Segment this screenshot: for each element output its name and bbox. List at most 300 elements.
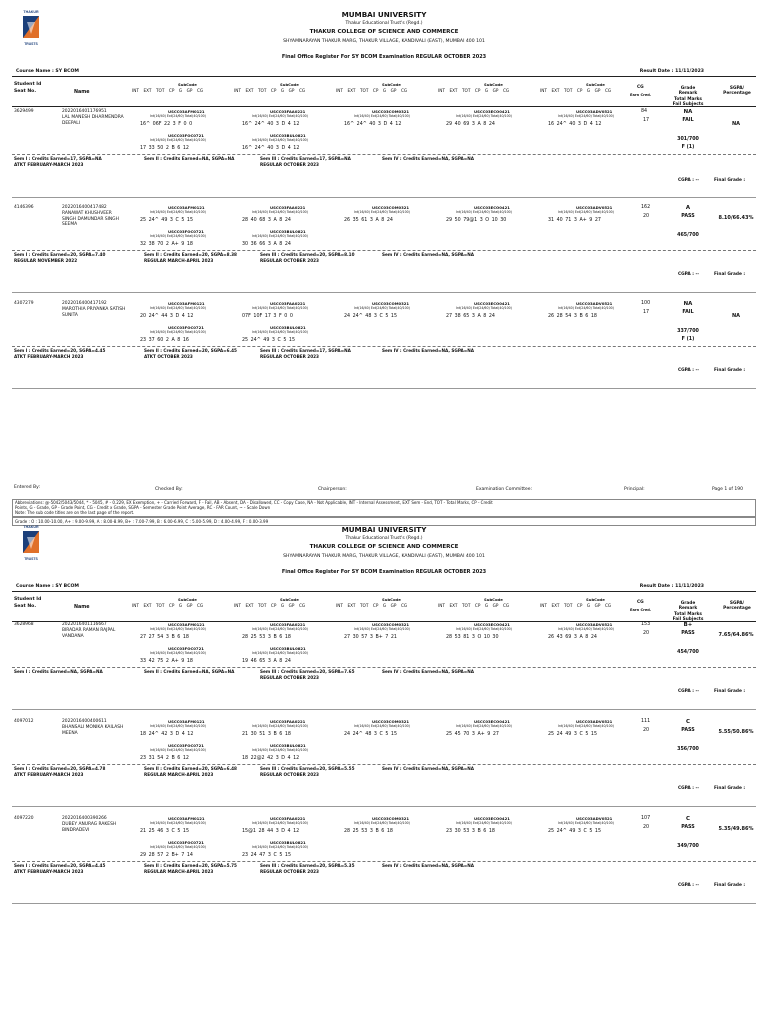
header-rule-top bbox=[12, 76, 756, 77]
remark: FAIL bbox=[682, 310, 694, 315]
total-marks: 356/700 bbox=[677, 747, 699, 752]
fail-subjects-header: Fail Subjects bbox=[672, 102, 704, 108]
checked-by: Checked By: bbox=[155, 487, 183, 492]
subject-marks: 23 24 47 3 C 5 15 bbox=[242, 853, 292, 858]
mark-split: Int(16/40) Ext(24/60) Total(40/100) bbox=[558, 821, 614, 825]
mark-split: Int(16/40) Ext(24/60) Total(40/100) bbox=[150, 748, 206, 752]
cgpa: CGPA : -- bbox=[678, 689, 700, 694]
record-separator bbox=[12, 388, 756, 389]
total-marks-header: Total Marks bbox=[674, 96, 702, 102]
sgpa-percentage: 5.35/49.86% bbox=[718, 826, 754, 832]
subject-code: USCC03FOC0721 bbox=[168, 325, 204, 330]
course-name: Course Name : SY BCOM bbox=[16, 584, 79, 589]
register-title: Final Office Register For SY BCOM Examination REGULAR OCTOBER 2023 bbox=[281, 569, 487, 575]
seat-number: 3629499 bbox=[14, 109, 34, 114]
svg-text:TRUSTS: TRUSTS bbox=[24, 557, 38, 561]
grade: C bbox=[686, 719, 690, 725]
register-page-1 bbox=[12, 5, 756, 524]
divider bbox=[12, 861, 756, 862]
subject-code: USCC03ECO0421 bbox=[474, 301, 510, 306]
mark-split: Int(16/40) Ext(24/60) Total(40/100) bbox=[456, 114, 512, 118]
subject-marks: 24 24^ 48 3 C 5 15 bbox=[344, 732, 398, 737]
semester-summary: Sem III : Credits Earned=17, SGPA=NA bbox=[260, 156, 351, 161]
sgpa-percentage: NA bbox=[731, 121, 741, 127]
semester-summary: Sem IV : Credits Earned=NA, SGPA=NA bbox=[382, 863, 475, 868]
subject-marks: 16^ 24^ 40 3 D 4 12 bbox=[344, 122, 402, 127]
semester-summary: Sem I : Credits Earned=20, SGPA=4.78 bbox=[14, 766, 106, 771]
subcode-header: SubCode bbox=[484, 597, 503, 602]
earned-credits: 17 bbox=[643, 310, 650, 315]
marks-group-header: INT EXT TOT CP G GP CG bbox=[336, 603, 408, 608]
seat-number: 4307279 bbox=[14, 301, 34, 306]
total-marks: 454/700 bbox=[677, 650, 699, 655]
subject-marks: 16^ 24^ 40 3 D 4 12 bbox=[242, 146, 300, 151]
semester-summary: Sem IV : Credits Earned=NA, SGPA=NA bbox=[382, 669, 475, 674]
subject-marks: 31 40 71 3 A+ 9 27 bbox=[548, 218, 601, 223]
college-address: SHYAMNARAYAN THAKUR MARG, THAKUR VILLAGE, KANDIVALI (EAST), MUMBAI 400 101 bbox=[283, 554, 485, 559]
semester-session: REGULAR MARCH-APRIL 2023 bbox=[144, 257, 214, 263]
total-marks: 465/700 bbox=[677, 233, 699, 238]
mark-split: Int(16/40) Ext(24/60) Total(40/100) bbox=[150, 210, 206, 214]
subject-code: USCC03COM0321 bbox=[372, 622, 410, 627]
mark-split: Int(16/40) Ext(24/60) Total(40/100) bbox=[354, 724, 410, 728]
note: Note: The sub code titles are on the last page of the report. bbox=[15, 509, 135, 515]
subject-marks: 29 40 69 3 A 8 24 bbox=[446, 122, 495, 127]
cgpa: CGPA : -- bbox=[678, 883, 700, 888]
subject-code: USCC03FAA0221 bbox=[270, 816, 306, 821]
subject-code: USCC03BUL0821 bbox=[270, 133, 306, 138]
subject-code: USCC03AFM0121 bbox=[168, 622, 205, 627]
final-grade: Final Grade : bbox=[714, 368, 746, 373]
mark-split: Int(16/40) Ext(24/60) Total(40/100) bbox=[558, 724, 614, 728]
subject-marks: 29 28 57 2 B+ 7 14 bbox=[140, 853, 193, 858]
student-record bbox=[12, 301, 756, 391]
register-page-2 bbox=[12, 520, 756, 1024]
semester-session: ATKT OCTOBER 2023 bbox=[144, 353, 193, 359]
semester-summary: Sem IV : Credits Earned=NA, SGPA=NA bbox=[382, 348, 475, 353]
cg-header: CG bbox=[637, 85, 644, 90]
entered-by: Entered By: bbox=[14, 485, 40, 490]
earned-credits: 20 bbox=[643, 825, 650, 830]
subject-marks: 18 24^ 42 3 D 4 12 bbox=[140, 732, 194, 737]
mark-split: Int(16/40) Ext(24/60) Total(40/100) bbox=[558, 114, 614, 118]
subject-code: USCC03BUL0821 bbox=[270, 325, 306, 330]
subject-code: USCC03ADV0521 bbox=[576, 109, 613, 114]
subject-marks: 30 36 66 3 A 8 24 bbox=[242, 242, 291, 247]
course-name: Course Name : SY BCOM bbox=[16, 69, 79, 74]
seat-no-header: Seat No. bbox=[14, 89, 37, 94]
subject-marks: 28 25 53 3 B 6 18 bbox=[344, 829, 393, 834]
mark-split: Int(16/40) Ext(24/60) Total(40/100) bbox=[252, 330, 308, 334]
student-record bbox=[12, 816, 756, 906]
semester-session: REGULAR NOVEMBER 2022 bbox=[14, 257, 78, 263]
grade-remark-header bbox=[668, 601, 708, 623]
semester-summary: Sem II : Credits Earned=NA, SGPA=NA bbox=[144, 669, 235, 674]
student-name: LAL MANESH DHARMENDRA bbox=[62, 115, 124, 120]
subject-marks: 20 24^ 44 3 D 4 12 bbox=[140, 314, 194, 319]
sgpa-header bbox=[718, 601, 756, 612]
final-grade: Final Grade : bbox=[714, 883, 746, 888]
record-separator bbox=[12, 903, 756, 904]
divider bbox=[12, 250, 756, 251]
subcode-header: SubCode bbox=[178, 82, 197, 87]
semester-session: REGULAR MARCH-APRIL 2023 bbox=[144, 771, 214, 777]
college-name: THAKUR COLLEGE OF SCIENCE AND COMMERCE bbox=[309, 29, 459, 35]
subject-code: USCC03ECO0421 bbox=[474, 109, 510, 114]
subject-marks: 25 24^ 49 3 C 5 15 bbox=[242, 338, 296, 343]
chairperson: Chairperson: bbox=[318, 487, 347, 492]
result-date: Result Date : 11/11/2023 bbox=[639, 69, 704, 74]
marks-group-header: INT EXT TOT CP G GP CG bbox=[132, 603, 204, 608]
subject-marks: 25 45 70 3 A+ 9 27 bbox=[446, 732, 499, 737]
earned-credits: 17 bbox=[643, 118, 650, 123]
mark-split: Int(16/40) Ext(24/60) Total(40/100) bbox=[150, 845, 206, 849]
cg-header: CG bbox=[637, 600, 644, 605]
mark-split: Int(16/40) Ext(24/60) Total(40/100) bbox=[150, 114, 206, 118]
total-marks: 349/700 bbox=[677, 844, 699, 849]
semester-summary: Sem IV : Credits Earned=NA, SGPA=NA bbox=[382, 766, 475, 771]
cg-value: 162 bbox=[641, 205, 651, 210]
subject-marks: 26 28 54 3 B 6 18 bbox=[548, 314, 597, 319]
percentage-label: Percentage bbox=[723, 606, 751, 612]
mark-split: Int(16/40) Ext(24/60) Total(40/100) bbox=[252, 627, 308, 631]
marks-group-header: INT EXT TOT CP G GP CG bbox=[540, 603, 612, 608]
cg-value: 153 bbox=[641, 622, 651, 627]
remark-header: Remark bbox=[678, 91, 698, 97]
grade: B+ bbox=[683, 622, 693, 628]
mark-split: Int(16/40) Ext(24/60) Total(40/100) bbox=[354, 114, 410, 118]
subject-code: USCC03BUL0821 bbox=[270, 646, 306, 651]
subject-code: USCC03FAA0221 bbox=[270, 205, 306, 210]
subject-code: USCC03COM0321 bbox=[372, 301, 410, 306]
abbreviations-box bbox=[12, 499, 756, 517]
mark-split: Int(16/40) Ext(24/60) Total(40/100) bbox=[150, 138, 206, 142]
student-id: 2022016400417482 bbox=[62, 205, 107, 210]
subject-code: USCC03AFM0121 bbox=[168, 109, 205, 114]
subject-code: USCC03AFM0121 bbox=[168, 205, 205, 210]
subject-code: USCC03ADV0521 bbox=[576, 719, 613, 724]
university-name: MUMBAI UNIVERSITY bbox=[341, 10, 427, 19]
semester-session: REGULAR OCTOBER 2023 bbox=[260, 674, 319, 680]
semester-summary: Sem III : Credits Earned=20, SGPA=5.35 bbox=[260, 863, 355, 868]
subject-marks: 27 38 65 3 A 8 24 bbox=[446, 314, 495, 319]
semester-summary: Sem III : Credits Earned=20, SGPA=8.10 bbox=[260, 252, 355, 257]
college-address: SHYAMNARAYAN THAKUR MARG, THAKUR VILLAGE, KANDIVALI (EAST), MUMBAI 400 101 bbox=[283, 39, 485, 44]
mark-split: Int(16/40) Ext(24/60) Total(40/100) bbox=[150, 651, 206, 655]
seat-number: 4097220 bbox=[14, 816, 34, 821]
seat-no-header: Seat No. bbox=[14, 604, 37, 609]
subject-marks: 15@1 28 44 3 D 4 12 bbox=[242, 829, 300, 834]
earned-credits: 20 bbox=[643, 214, 650, 219]
subject-marks: 23 31 54 2 B 6 12 bbox=[140, 756, 189, 761]
subject-code: USCC03AFM0121 bbox=[168, 301, 205, 306]
record-separator bbox=[12, 197, 756, 198]
mark-split: Int(16/40) Ext(24/60) Total(40/100) bbox=[252, 821, 308, 825]
semester-session: REGULAR OCTOBER 2023 bbox=[260, 161, 319, 167]
subject-marks: 26 35 61 3 A 8 24 bbox=[344, 218, 393, 223]
subject-code: USCC03ECO0421 bbox=[474, 719, 510, 724]
grade-remark-header bbox=[668, 86, 708, 108]
mark-split: Int(16/40) Ext(24/60) Total(40/100) bbox=[252, 748, 308, 752]
grade: C bbox=[686, 816, 690, 822]
mark-split: Int(16/40) Ext(24/60) Total(40/100) bbox=[252, 845, 308, 849]
semester-session: REGULAR OCTOBER 2023 bbox=[260, 771, 319, 777]
subject-code: USCC03ECO0421 bbox=[474, 205, 510, 210]
mark-split: Int(16/40) Ext(24/60) Total(40/100) bbox=[150, 234, 206, 238]
semester-summary: Sem II : Credits Earned=20, SGPA=6.48 bbox=[144, 766, 237, 771]
total-marks: 337/700 bbox=[677, 329, 699, 334]
subject-marks: 25 24^ 49 3 C 5 15 bbox=[548, 829, 602, 834]
subject-marks: 29 50 79@1 3 O 10 30 bbox=[446, 218, 507, 223]
seat-number: 4146396 bbox=[14, 205, 34, 210]
semester-summary: Sem IV : Credits Earned=NA, SGPA=NA bbox=[382, 156, 475, 161]
mark-split: Int(16/40) Ext(24/60) Total(40/100) bbox=[252, 306, 308, 310]
semester-session: ATKT FEBRUARY-MARCH 2023 bbox=[14, 771, 84, 777]
semester-summary: Sem I : Credits Earned=20, SGPA=7.40 bbox=[14, 252, 106, 257]
mark-split: Int(16/40) Ext(24/60) Total(40/100) bbox=[456, 821, 512, 825]
student-name: MAROTHIA PRIYANKA SATISH bbox=[62, 307, 126, 312]
page-number: Page 1 of 190 bbox=[712, 487, 743, 492]
grade-header: Grade bbox=[680, 86, 696, 91]
semester-summary: Sem II : Credits Earned=20, SGPA=8.38 bbox=[144, 252, 237, 257]
register-title: Final Office Register For SY BCOM Examination REGULAR OCTOBER 2023 bbox=[281, 54, 487, 60]
mark-split: Int(16/40) Ext(24/60) Total(40/100) bbox=[252, 138, 308, 142]
subcode-header: SubCode bbox=[586, 82, 605, 87]
exam-committee: Examination Committee: bbox=[476, 487, 533, 492]
student-record bbox=[12, 109, 756, 199]
subject-code: USCC03FAA0221 bbox=[270, 719, 306, 724]
subject-marks: 25 24 49 3 C 5 15 bbox=[548, 732, 598, 737]
semester-summary: Sem IV : Credits Earned=NA, SGPA=NA bbox=[382, 252, 475, 257]
mark-split: Int(16/40) Ext(24/60) Total(40/100) bbox=[456, 724, 512, 728]
subject-code: USCC03AFM0121 bbox=[168, 719, 205, 724]
subject-marks: 07F 10F 17 3 F 0 0 bbox=[242, 314, 293, 319]
remark: PASS bbox=[681, 214, 695, 219]
seat-number: 4097012 bbox=[14, 719, 34, 724]
subject-code: USCC03COM0321 bbox=[372, 719, 410, 724]
subcode-header: SubCode bbox=[178, 597, 197, 602]
sgpa-percentage: 8.10/66.43% bbox=[718, 215, 754, 221]
sgpa-percentage: 7.65/64.86% bbox=[718, 632, 754, 638]
student-record bbox=[12, 719, 756, 809]
divider bbox=[12, 764, 756, 765]
subject-marks: 21 25 46 3 C 5 15 bbox=[140, 829, 190, 834]
student-id: 2022016400400611 bbox=[62, 719, 107, 724]
divider bbox=[12, 346, 756, 347]
header-rule-bottom bbox=[12, 106, 756, 107]
subject-marks: 23 37 60 2 A 8 16 bbox=[140, 338, 189, 343]
final-grade: Final Grade : bbox=[714, 786, 746, 791]
final-grade: Final Grade : bbox=[714, 689, 746, 694]
mark-split: Int(16/40) Ext(24/60) Total(40/100) bbox=[252, 724, 308, 728]
subcode-header: SubCode bbox=[382, 597, 401, 602]
subject-code: USCC03FOC0721 bbox=[168, 646, 204, 651]
student-name: BINDRADEVI bbox=[62, 827, 90, 833]
subcode-header: SubCode bbox=[484, 82, 503, 87]
cg-value: 111 bbox=[641, 719, 651, 724]
earned-credits-header: Earn Cred. bbox=[630, 93, 652, 97]
subject-code: USCC03FOC0721 bbox=[168, 743, 204, 748]
mark-split: Int(16/40) Ext(24/60) Total(40/100) bbox=[150, 330, 206, 334]
cg-value: 84 bbox=[641, 109, 648, 114]
subject-marks: 16 24^ 40 3 D 4 12 bbox=[548, 122, 602, 127]
remark: PASS bbox=[681, 825, 695, 830]
subject-marks: 28 40 68 3 A 8 24 bbox=[242, 218, 291, 223]
mark-split: Int(16/40) Ext(24/60) Total(40/100) bbox=[558, 306, 614, 310]
divider bbox=[12, 154, 756, 155]
subject-marks: 16^ 06F 22 3 F 0 0 bbox=[140, 122, 193, 127]
student-id: 2022016401116667 bbox=[62, 622, 107, 627]
student-name: BIRADAR RAMAN RAJPAL bbox=[62, 628, 116, 633]
subject-code: USCC03ADV0521 bbox=[576, 622, 613, 627]
student-name: SEEMA bbox=[62, 222, 78, 227]
student-id-header: Student Id bbox=[14, 597, 42, 602]
grade-legend: Grade : O : 10.00-10.00, A+ : 9.00-9.99, A : 8.00-8.99, B+ : 7.00-7.99, B : 6.00-6.99, C : 5.00-5.99, D : 4.00-4.99, F : 0.00-3.99 bbox=[12, 517, 756, 526]
subject-code: USCC03BUL0821 bbox=[270, 229, 306, 234]
marks-group-header: INT EXT TOT CP G GP CG bbox=[540, 88, 612, 93]
remark: FAIL bbox=[682, 118, 694, 123]
remark-header: Remark bbox=[678, 606, 698, 612]
subject-code: USCC03FOC0721 bbox=[168, 133, 204, 138]
subcode-header: SubCode bbox=[382, 82, 401, 87]
cg-value: 107 bbox=[641, 816, 651, 821]
grade: A bbox=[685, 205, 691, 211]
final-grade: Final Grade : bbox=[714, 272, 746, 277]
student-name: BHANSALI MONIKA KAILASH bbox=[62, 725, 124, 730]
mark-split: Int(16/40) Ext(24/60) Total(40/100) bbox=[150, 306, 206, 310]
marks-group-header: INT EXT TOT CP G GP CG bbox=[234, 603, 306, 608]
semester-summary: Sem II : Credits Earned=20, SGPA=5.75 bbox=[144, 863, 237, 868]
student-id-header: Student Id bbox=[14, 82, 42, 87]
result-date: Result Date : 11/11/2023 bbox=[639, 584, 704, 589]
student-name: DEEPALI bbox=[62, 120, 81, 126]
cgpa: CGPA : -- bbox=[678, 272, 700, 277]
mark-split: Int(16/40) Ext(24/60) Total(40/100) bbox=[354, 821, 410, 825]
subject-code: USCC03FOC0721 bbox=[168, 840, 204, 845]
mark-split: Int(16/40) Ext(24/60) Total(40/100) bbox=[150, 821, 206, 825]
subcode-header: SubCode bbox=[280, 82, 299, 87]
name-header: Name bbox=[74, 605, 90, 610]
mark-split: Int(16/40) Ext(24/60) Total(40/100) bbox=[456, 306, 512, 310]
mark-split: Int(16/40) Ext(24/60) Total(40/100) bbox=[354, 627, 410, 631]
subject-code: USCC03BUL0821 bbox=[270, 743, 306, 748]
semester-session: REGULAR OCTOBER 2023 bbox=[260, 353, 319, 359]
sgpa-label: SGPA/ bbox=[729, 86, 745, 91]
subject-marks: 28 53 81 3 O 10 30 bbox=[446, 635, 499, 640]
student-id: 2022016400417192 bbox=[62, 301, 107, 306]
semester-session: ATKT FEBRUARY-MARCH 2023 bbox=[14, 161, 84, 167]
total-marks: 301/700 bbox=[677, 137, 699, 142]
mark-split: Int(16/40) Ext(24/60) Total(40/100) bbox=[558, 210, 614, 214]
mark-split: Int(16/40) Ext(24/60) Total(40/100) bbox=[150, 627, 206, 631]
sgpa-header bbox=[718, 86, 756, 97]
marks-group-header: INT EXT TOT CP G GP CG bbox=[336, 88, 408, 93]
record-separator bbox=[12, 292, 756, 293]
mark-split: Int(16/40) Ext(24/60) Total(40/100) bbox=[252, 210, 308, 214]
name-header: Name bbox=[74, 90, 90, 95]
fail-subjects-header: Fail Subjects bbox=[672, 617, 704, 623]
cgpa: CGPA : -- bbox=[678, 368, 700, 373]
subject-marks: 16^ 24^ 40 3 D 4 12 bbox=[242, 122, 300, 127]
cgpa: CGPA : -- bbox=[678, 178, 700, 183]
svg-text:THAKUR: THAKUR bbox=[23, 10, 39, 14]
marks-group-header: INT EXT TOT CP G GP CG bbox=[234, 88, 306, 93]
semester-summary: Sem I : Credits Earned=NA, SGPA=NA bbox=[14, 669, 103, 674]
subject-code: USCC03AFM0121 bbox=[168, 816, 205, 821]
sgpa-percentage: 5.55/50.86% bbox=[718, 729, 754, 735]
marks-group-header: INT EXT TOT CP G GP CG bbox=[438, 603, 510, 608]
student-name: SUNITA bbox=[62, 312, 78, 318]
subject-marks: 33 42 75 2 A+ 9 18 bbox=[140, 659, 193, 664]
semester-session: REGULAR OCTOBER 2023 bbox=[260, 868, 319, 874]
subject-marks: 23 30 53 3 B 6 18 bbox=[446, 829, 495, 834]
fail-subjects: F (1) bbox=[681, 145, 695, 150]
seat-number: 3628968 bbox=[14, 622, 34, 627]
subcode-header: SubCode bbox=[280, 597, 299, 602]
cgpa: CGPA : -- bbox=[678, 786, 700, 791]
mark-split: Int(16/40) Ext(24/60) Total(40/100) bbox=[354, 306, 410, 310]
cg-value: 100 bbox=[641, 301, 651, 306]
subject-marks: 26 43 69 3 A 8 24 bbox=[548, 635, 597, 640]
subject-code: USCC03FAA0221 bbox=[270, 301, 306, 306]
mark-split: Int(16/40) Ext(24/60) Total(40/100) bbox=[456, 627, 512, 631]
student-name: VANDANA bbox=[62, 633, 84, 639]
student-name: SINGH DAMUNDAR SINGH bbox=[62, 216, 119, 222]
subject-marks: 21 30 51 3 B 6 18 bbox=[242, 732, 291, 737]
semester-summary: Sem II : Credits Earned=NA, SGPA=NA bbox=[144, 156, 235, 161]
semester-summary: Sem I : Credits Earned=20, SGPA=4.45 bbox=[14, 348, 106, 353]
semester-summary: Sem II : Credits Earned=20, SGPA=6.45 bbox=[144, 348, 237, 353]
record-separator bbox=[12, 709, 756, 710]
semester-summary: Sem I : Credits Earned=20, SGPA=4.45 bbox=[14, 863, 106, 868]
subject-marks: 27 27 54 3 B 6 18 bbox=[140, 635, 189, 640]
mark-split: Int(16/40) Ext(24/60) Total(40/100) bbox=[150, 724, 206, 728]
subject-code: USCC03ECO0421 bbox=[474, 816, 510, 821]
student-name: RANAWAT KHUSHVEER bbox=[62, 211, 112, 216]
record-separator bbox=[12, 806, 756, 807]
mark-split: Int(16/40) Ext(24/60) Total(40/100) bbox=[558, 627, 614, 631]
subject-code: USCC03COM0321 bbox=[372, 205, 410, 210]
mark-split: Int(16/40) Ext(24/60) Total(40/100) bbox=[354, 210, 410, 214]
subject-marks: 17 33 50 2 B 6 12 bbox=[140, 146, 189, 151]
grade: NA bbox=[683, 301, 693, 307]
sgpa-percentage: NA bbox=[731, 313, 741, 319]
subject-code: USCC03FOC0721 bbox=[168, 229, 204, 234]
student-record bbox=[12, 622, 756, 712]
abbreviations: Abbreviations: @-5042/5043/5044, * - 5045, # - 0.229, EX Exemption, + - Carried Forward, F - Fail, AB - Absent, DA - Disallowed, CC - Copy Case, NA - Not Applicable, INT - Internal Assessment, EXT Sem - End, TOT - Total Marks, CP - Credit bbox=[15, 500, 493, 505]
subject-marks: 25 24^ 49 3 C 5 15 bbox=[140, 218, 194, 223]
svg-text:TRUSTS: TRUSTS bbox=[24, 42, 38, 46]
subject-code: USCC03ADV0521 bbox=[576, 205, 613, 210]
principal: Principal: bbox=[624, 487, 645, 492]
semester-summary: Sem I : Credits Earned=17, SGPA=NA bbox=[14, 156, 102, 161]
final-grade: Final Grade : bbox=[714, 178, 746, 183]
student-record bbox=[12, 205, 756, 295]
trust-name: Thakur Educational Trust's (Regd.) bbox=[345, 21, 423, 26]
subject-code: USCC03FAA0221 bbox=[270, 109, 306, 114]
semester-summary: Sem III : Credits Earned=20, SGPA=7.65 bbox=[260, 669, 355, 674]
earned-credits: 20 bbox=[643, 631, 650, 636]
semester-session: ATKT FEBRUARY-MARCH 2023 bbox=[14, 868, 84, 874]
total-marks-header: Total Marks bbox=[674, 611, 702, 617]
semester-summary: Sem III : Credits Earned=20, SGPA=5.55 bbox=[260, 766, 355, 771]
semester-session: REGULAR MARCH-APRIL 2023 bbox=[144, 868, 214, 874]
mark-split: Int(16/40) Ext(24/60) Total(40/100) bbox=[252, 114, 308, 118]
subject-code: USCC03COM0321 bbox=[372, 816, 410, 821]
subject-code: USCC03BUL0821 bbox=[270, 840, 306, 845]
student-name: MEENA bbox=[62, 730, 78, 736]
student-id: 2022016400390266 bbox=[62, 816, 107, 821]
